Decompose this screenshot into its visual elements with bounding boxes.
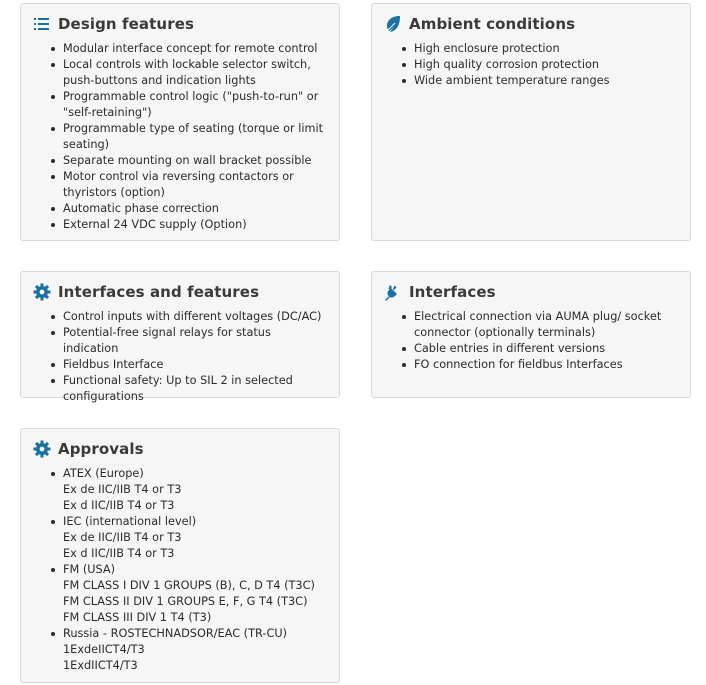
list-item: Potential-free signal relays for status indication (50, 325, 329, 357)
list-item (50, 626, 329, 674)
gear-icon (33, 440, 51, 458)
card-title: Interfaces and features (58, 283, 260, 301)
approvals-list (50, 466, 329, 674)
design-features-list (50, 41, 329, 233)
list-item: FO connection for fieldbus Interfaces (401, 357, 680, 373)
approval-label: FM (USA) (63, 563, 116, 576)
list-item: Fieldbus Interface (50, 357, 329, 373)
interfaces-features-card (20, 271, 340, 403)
list-item: Control inputs with different voltages (DC/AC) (50, 309, 329, 325)
list-item: Programmable control logic ("push-to-run" or "self-retaining") (50, 89, 329, 121)
approval-detail: 1ExdIICT4/T3 (63, 659, 138, 672)
list-item (50, 514, 329, 562)
approval-label: ATEX (Europe) (63, 467, 144, 480)
list-item: High enclosure protection (401, 41, 680, 57)
list-item (50, 562, 329, 626)
design-features-header (33, 15, 194, 33)
approval-detail: Ex d IIC/IIB T4 or T3 (63, 547, 175, 560)
card-title: Interfaces (409, 283, 496, 301)
list-item: Motor control via reversing contactors or thyristors (option) (50, 169, 329, 201)
approvals-header (33, 440, 144, 458)
leaf-icon (384, 15, 402, 33)
list-item: Wide ambient temperature ranges (401, 73, 680, 89)
interfaces-list (401, 309, 680, 373)
approval-detail: Ex de IIC/IIB T4 or T3 (63, 483, 182, 496)
list-item: Functional safety: Up to SIL 2 in selected configurations (50, 373, 329, 405)
card-title: Ambient conditions (409, 15, 576, 33)
interfaces-features-header (33, 283, 259, 301)
approval-detail: Ex de IIC/IIB T4 or T3 (63, 531, 182, 544)
list-icon (33, 15, 51, 33)
interfaces-header (384, 283, 496, 301)
ambient-conditions-list (401, 41, 680, 89)
list-item: Automatic phase correction (50, 201, 329, 217)
approvals-card (20, 428, 340, 683)
gear-icon (33, 283, 51, 301)
list-item: Programmable type of seating (torque or limit seating) (50, 121, 329, 153)
card-title: Design features (58, 15, 195, 33)
list-item: Electrical connection via AUMA plug/ socket connector (optionally terminals) (401, 309, 680, 341)
interfaces-card (371, 271, 691, 398)
plug-icon (384, 283, 402, 301)
approval-label: IEC (international level) (63, 515, 197, 528)
approval-label: Russia - ROSTECHNADSOR/EAC (TR-CU) (63, 627, 288, 640)
list-item: Cable entries in different versions (401, 341, 680, 357)
list-item (50, 466, 329, 514)
approval-detail: FM CLASS III DIV 1 T4 (T3) (63, 611, 212, 624)
ambient-conditions-header (384, 15, 575, 33)
list-item: Modular interface concept for remote control (50, 41, 329, 57)
approval-detail: FM CLASS II DIV 1 GROUPS E, F, G T4 (T3C) (63, 595, 308, 608)
list-item: Separate mounting on wall bracket possible (50, 153, 329, 169)
card-title: Approvals (58, 440, 144, 458)
list-item: High quality corrosion protection (401, 57, 680, 73)
design-features-card (20, 3, 340, 241)
interfaces-features-list (50, 309, 329, 405)
list-item: External 24 VDC supply (Option) (50, 217, 329, 233)
approval-detail: Ex d IIC/IIB T4 or T3 (63, 499, 175, 512)
ambient-conditions-card (371, 3, 691, 241)
list-item: Local controls with lockable selector switch, push-buttons and indication lights (50, 57, 329, 89)
approval-detail: 1ExdeIICT4/T3 (63, 643, 145, 656)
approval-detail: FM CLASS I DIV 1 GROUPS (B), C, D T4 (T3C) (63, 579, 315, 592)
